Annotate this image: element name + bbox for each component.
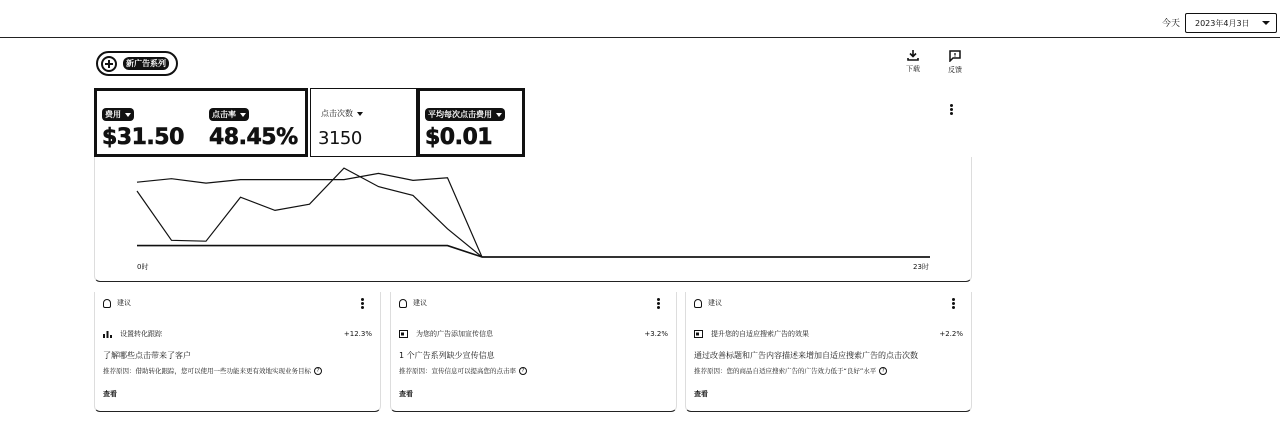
new-campaign-button[interactable]	[96, 51, 178, 76]
suggestion-menu-icon[interactable]	[361, 298, 365, 310]
feedback-button[interactable]	[940, 50, 970, 75]
x-tick-label: 23时	[913, 263, 929, 271]
metric-avg-cpc-label[interactable]: 平均每次点击费用	[425, 108, 505, 121]
new-campaign-label: 新广告系列	[123, 57, 169, 70]
series-line-2	[137, 246, 930, 257]
metric-cost-label[interactable]: 费用	[102, 108, 134, 121]
date-value: 2023年4月3日	[1195, 18, 1250, 28]
suggestion-title: 通过改善标题和广告内容描述来增加自适应搜索广告的点击次数	[694, 351, 918, 360]
suggestion-title: 了解哪些点击带来了客户	[103, 351, 191, 360]
view-button[interactable]: 查看	[694, 390, 708, 398]
suggestion-reason: 推荐原因：您的商品自适应搜索广告的广告效力低于“良好”水平 ?	[694, 366, 887, 375]
metric-avg-cpc-value: $0.01	[425, 125, 493, 150]
feedback-label: 反馈	[948, 66, 962, 74]
suggestion-menu-icon[interactable]	[952, 298, 956, 310]
metric-avg-cpc[interactable]	[425, 102, 505, 150]
series-line-1	[137, 168, 930, 257]
suggestion-reason: 推荐原因：宣传信息可以提高您的点击率 ?	[399, 366, 527, 375]
metric-cost-value: $31.50	[102, 125, 184, 150]
suggestion-header: 建议	[694, 298, 722, 308]
suggestion-card[interactable]	[685, 292, 972, 412]
view-button[interactable]: 查看	[103, 390, 117, 398]
download-icon	[907, 50, 919, 61]
metric-card-avg-cpc[interactable]	[417, 88, 525, 157]
download-button[interactable]	[898, 50, 928, 74]
bar-chart-icon	[103, 330, 112, 338]
chart-plot	[95, 157, 973, 282]
metric-clicks-label[interactable]: 点击次数	[318, 107, 366, 120]
suggestion-card[interactable]	[390, 292, 677, 412]
suggestion-menu-icon[interactable]	[657, 298, 661, 310]
chevron-down-icon	[357, 112, 363, 116]
metric-card-clicks[interactable]	[310, 88, 417, 157]
suggestion-reason: 推荐原因：借助转化跟踪，您可以使用一些功能来更有效地实现业务目标 ?	[103, 366, 322, 375]
suggestion-delta: +12.3%	[343, 330, 372, 338]
suggestion-delta: +2.2%	[939, 330, 963, 338]
lightbulb-icon	[399, 299, 407, 308]
metric-card-cost-ctr[interactable]	[94, 88, 308, 157]
chart-menu-icon[interactable]	[950, 104, 954, 116]
ad-icon	[399, 330, 408, 338]
suggestion-category: 提升您的自适应搜索广告的效果 +2.2%	[694, 329, 963, 339]
metric-ctr-value: 48.45%	[209, 125, 298, 150]
metric-cost[interactable]	[102, 102, 184, 150]
date-picker[interactable]	[1185, 13, 1277, 33]
chevron-down-icon	[496, 113, 502, 117]
date-range-label: 今天	[1162, 19, 1181, 29]
dropdown-caret-icon	[1262, 21, 1270, 25]
metric-clicks-value: 3150	[318, 128, 362, 149]
lightbulb-icon	[103, 299, 111, 308]
suggestion-category: 设置转化跟踪 +12.3%	[103, 329, 372, 339]
help-icon[interactable]: ?	[314, 367, 322, 375]
chevron-down-icon	[125, 113, 131, 117]
suggestion-header: 建议	[399, 298, 427, 308]
chevron-down-icon	[240, 113, 246, 117]
metric-ctr-label[interactable]: 点击率	[209, 108, 249, 121]
metric-clicks[interactable]	[318, 101, 366, 149]
feedback-icon	[949, 50, 961, 62]
series-line-0	[137, 173, 930, 257]
view-button[interactable]: 查看	[399, 390, 413, 398]
top-bar	[0, 0, 1280, 38]
plus-icon	[101, 56, 117, 72]
help-icon[interactable]: ?	[879, 367, 887, 375]
performance-chart	[94, 157, 972, 282]
suggestion-title: 1 个广告系列缺少宣传信息	[399, 351, 495, 360]
suggestion-category: 为您的广告添加宣传信息 +3.2%	[399, 329, 668, 339]
suggestion-card[interactable]	[94, 292, 381, 412]
help-icon[interactable]: ?	[519, 367, 527, 375]
lightbulb-icon	[694, 299, 702, 308]
download-label: 下载	[906, 65, 920, 73]
x-tick-label: 0时	[137, 263, 149, 271]
ad-icon	[694, 330, 703, 338]
suggestion-delta: +3.2%	[644, 330, 668, 338]
suggestion-header: 建议	[103, 298, 131, 308]
metric-ctr[interactable]	[209, 102, 298, 150]
